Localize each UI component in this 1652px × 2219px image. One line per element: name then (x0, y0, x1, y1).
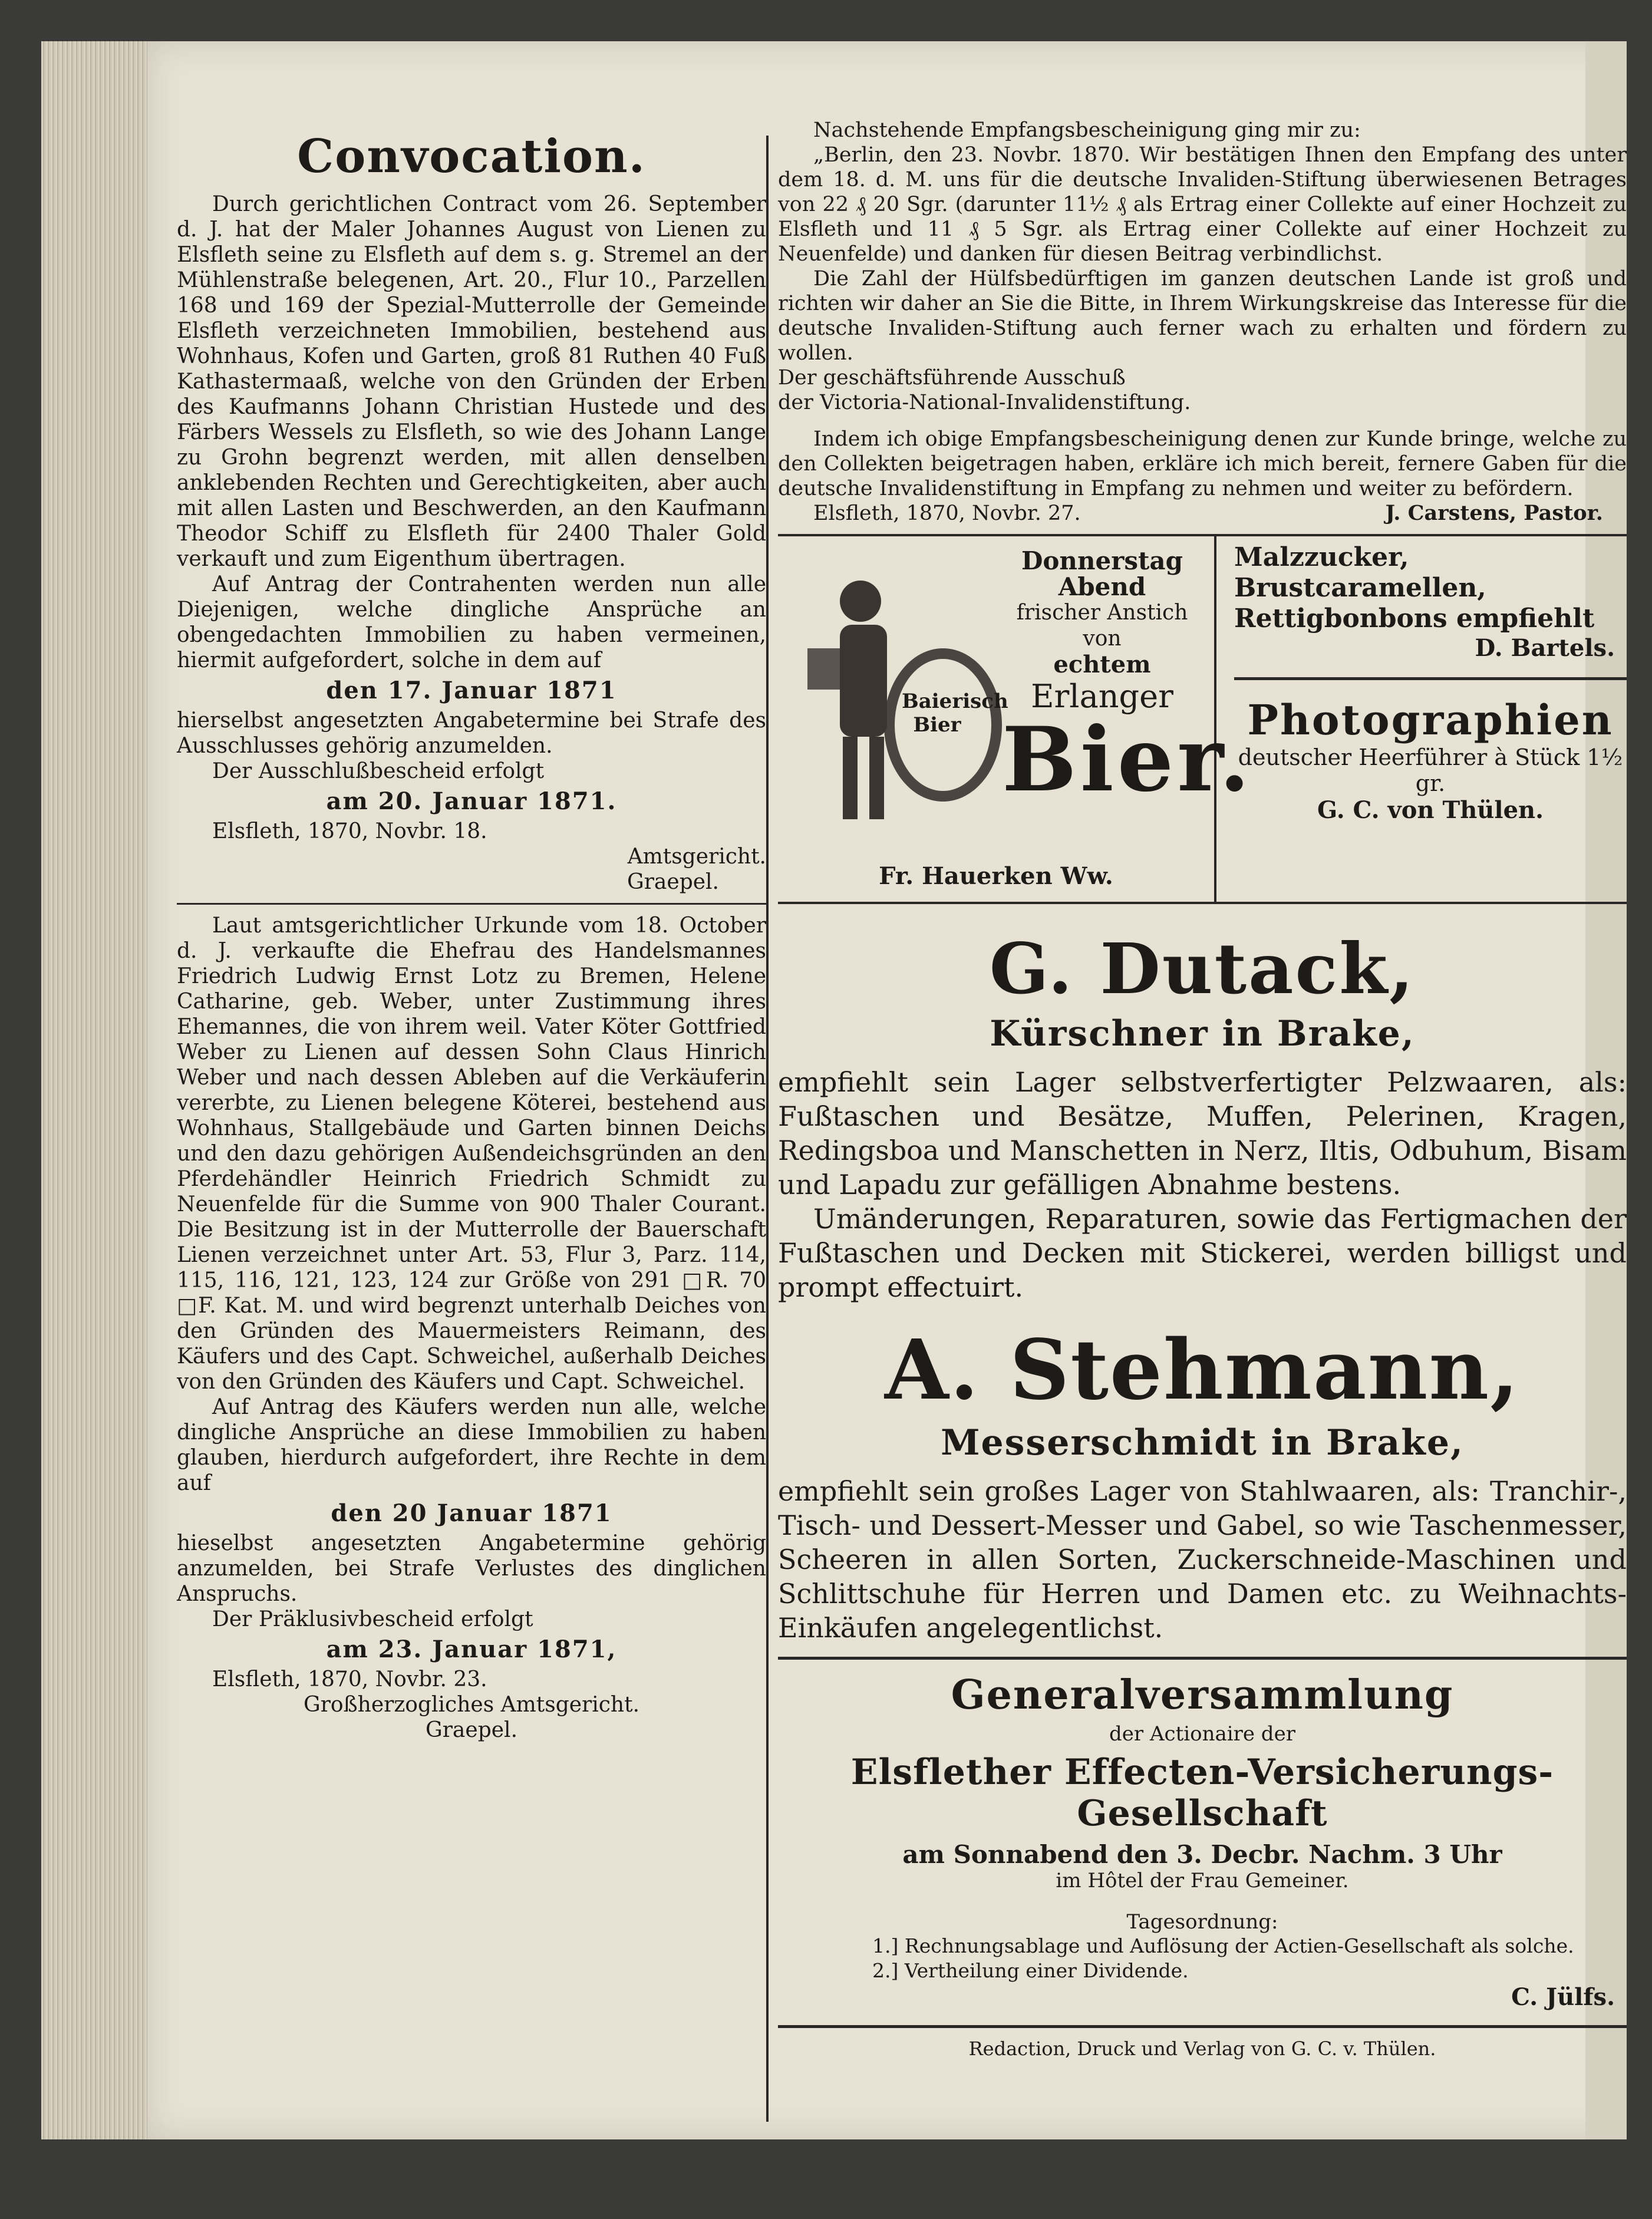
man-body-icon (840, 625, 887, 737)
notice1-continuation: hierselbst angesetzten Angabetermine bei Strafe des Ausschlusses gehörig anzumelden. (177, 708, 766, 758)
column-divider (766, 136, 769, 2122)
notice2-bescheid: Der Präklusivbescheid erfolgt (212, 1607, 533, 1631)
receipt-intro: Nachstehende Empfangsbescheinigung ging mir zu: (813, 118, 1361, 142)
receipt-body: „Berlin, den 23. Novbr. 1870. Wir bestätigen Ihnen den Empfang des unter dem 18. d. M. uns für die deutsche Invaliden-Stiftung überwiesenen Betrages von 22 ₰ 20 Sgr. (darunter 11½ ₰ als Ertrag einer Collekte auf einer Hochzeit zu Elsfleth und 11 ₰ 5 Sgr. als Ertrag einer Collekte auf einer Hochzeit zu Neuenfelde) und danken für diesen Beitrag verbindlichst. (778, 143, 1627, 266)
divider (778, 1657, 1627, 1660)
beer-advertisement (778, 536, 1254, 902)
receipt-footer (778, 501, 1627, 526)
notice2-place: Elsfleth, 1870, Novbr. 23. (212, 1667, 487, 1692)
convocation-title: Convocation. (297, 130, 646, 183)
notice2-signature: Graepel. (425, 1718, 518, 1742)
notice1-place: Elsfleth, 1870, Novbr. 18. (212, 819, 487, 843)
notice1-bescheid: Der Ausschlußbescheid erfolgt (212, 759, 545, 783)
notice2-paragraph-1: Laut amtsgerichtlicher Urkunde vom 18. October d. J. verkaufte die Ehefrau des Handelsmannes Friedrich Ludwig Ernst Lotz zu Bremen, Helene Catharine, geb. Weber, unter Zustimmung ihres Ehemannes, die von ihrem weil. Vater Köter Gottfried Weber zu Lienen auf dessen Sohn Claus Hinrich Weber und nach dessen Ableben auf die Verkäuferin vererbte, zu Lienen belegene Köterei, bestehend aus Wohnhaus, Stallgebäude und Garten binnen Deichs und den dazu gehörigen Außendeichsgründen an den Pferdehändler Heinrich Friedrich Schmidt zu Neuenfelde für die Summe von 900 Thaler Courant. Die Besitzung ist in der Mutterrolle der Bauerschaft Lienen verzeichnet unter Art. 53, Flur 3, Parz. 114, 115, 116, 121, 123, 124 zur Größe von 291 □R. 70 □F. Kat. M. und wird begrenzt unterhalb Deiches von den Gründen des Mauermeisters Reimann, des Käufers und des Capt. Schweichel, außerhalb Deiches von den Gründen des Käufers und Capt. Schweichel. (177, 914, 766, 1394)
notice2-court: Großherzogliches Amtsgericht. (303, 1693, 640, 1717)
left-column (177, 118, 766, 1743)
receipt-note: Indem ich obige Empfangsbescheinigung denen zur Kunde bringe, welche zu den Collekten beigetragen haben, erkläre ich mich bereit, fernere Gaben für die deutsche Invalidenstiftung in Empfang zu nehmen und weiter zu befördern. (778, 427, 1627, 500)
candy-signature: D. Bartels. (1475, 634, 1615, 662)
gv-company: Elsflether Effecten-Versicherungs-Gesellschaft (850, 1752, 1554, 1834)
man-head-icon (840, 581, 881, 622)
beer-line-2: Abend (1058, 572, 1146, 601)
gv-signature: C. Jülfs. (1511, 1983, 1615, 2011)
receipt-place: Elsfleth, 1870, Novbr. 27. (813, 502, 1081, 525)
candy-text: Malzzucker, Brustcaramellen, Rettigbonbons empfiehlt (1234, 542, 1595, 634)
gv-agenda-title: Tagesordnung: (1126, 1910, 1278, 1934)
dutack-text-2: Umänderungen, Reparaturen, sowie das Fertigmachen der Fußtaschen und Decken mit Stickerei, werden billigst und prompt effectuirt. (778, 1203, 1627, 1303)
photo-title: Photographien (1247, 695, 1614, 744)
right-small-ads (1216, 536, 1627, 902)
book-page-edges (41, 41, 159, 2139)
receipt-body-2: Die Zahl der Hülfsbedürftigen im ganzen deutschen Lande ist groß und richten wir daher an Sie die Bitte, in Ihrem Wirkungskreise das Interesse für die deutsche Invaliden-Stiftung auch ferner wach zu erhalten und fördern zu wollen. (778, 267, 1627, 365)
notice2-date: den 20 Januar 1871 (331, 1499, 612, 1527)
beer-word: Bier. (1002, 708, 1254, 812)
divider (177, 903, 766, 905)
beer-line-4: von (1083, 627, 1122, 651)
notice1-bescheid-date: am 20. Januar 1871. (326, 787, 617, 815)
notice1-paragraph-2: Auf Antrag der Contrahenten werden nun alle Diejenigen, welche dingliche Ansprüche an obengedachten Immobilien zu haben vermeinen, hiermit aufgefordert, solche in dem auf (177, 572, 766, 672)
gv-where: im Hôtel der Frau Gemeiner. (1056, 1869, 1349, 1892)
beer-line-6: Erlanger (1031, 678, 1173, 715)
barrel-label: Baierisch Bier (902, 690, 1008, 737)
notice2-bescheid-date: am 23. Januar 1871, (326, 1636, 617, 1663)
stehmann-trade: Messerschmidt in Brake, (941, 1422, 1464, 1463)
beer-mug-icon (807, 648, 840, 690)
photo-signature: G. C. von Thülen. (1317, 796, 1544, 824)
beer-line-1: Donnerstag (1021, 546, 1183, 575)
beer-line-3: frischer Anstich (1016, 601, 1188, 625)
gv-title: Generalversammlung (951, 1671, 1454, 1719)
notice1-signature: Graepel. (626, 870, 719, 894)
photo-text: deutscher Heerführer à Stück 1½ gr. (1238, 744, 1623, 796)
receipt-signer: J. Carstens, Pastor. (1385, 501, 1603, 525)
notice1-date: den 17. Januar 1871 (326, 677, 617, 704)
notice2-continuation: hieselbst angesetzten Angabetermine gehörig anzumelden, bei Strafe Verlustes des dinglichen Anspruchs. (177, 1531, 766, 1606)
beer-signature: Fr. Hauerken Ww. (879, 862, 1113, 890)
imprint-footer: Redaction, Druck und Verlag von G. C. v. Thülen. (968, 2037, 1436, 2060)
receipt-sign-1: Der geschäftsführende Ausschuß (778, 366, 1126, 390)
gv-agenda-item-1: 1.] Rechnungsablage und Auflösung der Actien-Gesellschaft als solche. (872, 1934, 1574, 1957)
notice1-court: Amtsgericht. (627, 845, 766, 869)
gv-when: am Sonnabend den 3. Decbr. Nachm. 3 Uhr (902, 1840, 1502, 1869)
divider (778, 2025, 1627, 2028)
gv-sub: der Actionaire der (1109, 1722, 1295, 1746)
divider (1234, 677, 1627, 680)
dutack-text-1: empfiehlt sein Lager selbstverfertigter Pelzwaaren, als: Fußtaschen und Besätze, Muffen, Pelerinen, Kragen, Redingsboa und Manschetten in Nerz, Iltis, Odbuhum, Bisam und Lapadu zur gefälligen Abnahme bestens. (778, 1066, 1627, 1201)
stehmann-name: A. Stehmann, (885, 1322, 1520, 1419)
receipt-sign-2: der Victoria-National-Invalidenstiftung. (778, 391, 1191, 414)
dutack-trade: Kürschner in Brake, (990, 1013, 1415, 1054)
notice1-paragraph-1: Durch gerichtlichen Contract vom 26. September d. J. hat der Maler Johannes August von Lienen zu Elsfleth seine zu Elsfleth auf dem s. g. Stremel an der Mühlenstraße belegenen, Art. 20., Flur 10., Parzellen 168 und 169 der Spezial-Mutterrolle der Gemeinde Elsfleth verzeichneten Immobilien, bestehend aus Wohnhaus, Kofen und Garten, groß 81 Ruthen 40 Fuß Kathastermaaß, welche von den Gründen der Erben des Kaufmanns Johann Christian Hustede und des Färbers Wessels zu Elsfleth, so wie des Johann Lange zu Grohn begrenzt werden, mit allen denselben anklebenden Rechten und Gerechtigkeiten, aber auch mit allen Lasten und Beschwerden, an den Kaufmann Theodor Schiff zu Elsfleth für 2400 Thaler Gold verkauft und zum Eigenthum übertragen. (177, 192, 766, 571)
right-column (778, 118, 1627, 2060)
beer-line-5: echtem (1053, 651, 1151, 678)
beer-text-block (1002, 546, 1254, 812)
stehmann-text: empfiehlt sein großes Lager von Stahlwaaren, als: Tranchir-, Tisch- und Dessert-Messer und Gabel, so wie Taschenmesser, Scheeren in allen Sorten, Zuckerschneide-Maschinen und Schlittschuhe für Herren und Damen etc. zu Weihnachts-Einkäufen angelegentlichst. (778, 1475, 1627, 1644)
notice2-paragraph-2: Auf Antrag des Käufers werden nun alle, welche dingliche Ansprüche an diese Immobilien zu haben glauben, hierdurch aufgefordert, ihre Rechte in dem auf (177, 1395, 766, 1495)
dutack-name: G. Dutack, (989, 928, 1416, 1010)
small-ads-row (778, 534, 1627, 904)
gv-agenda-item-2: 2.] Vertheilung einer Dividende. (872, 1959, 1189, 1982)
